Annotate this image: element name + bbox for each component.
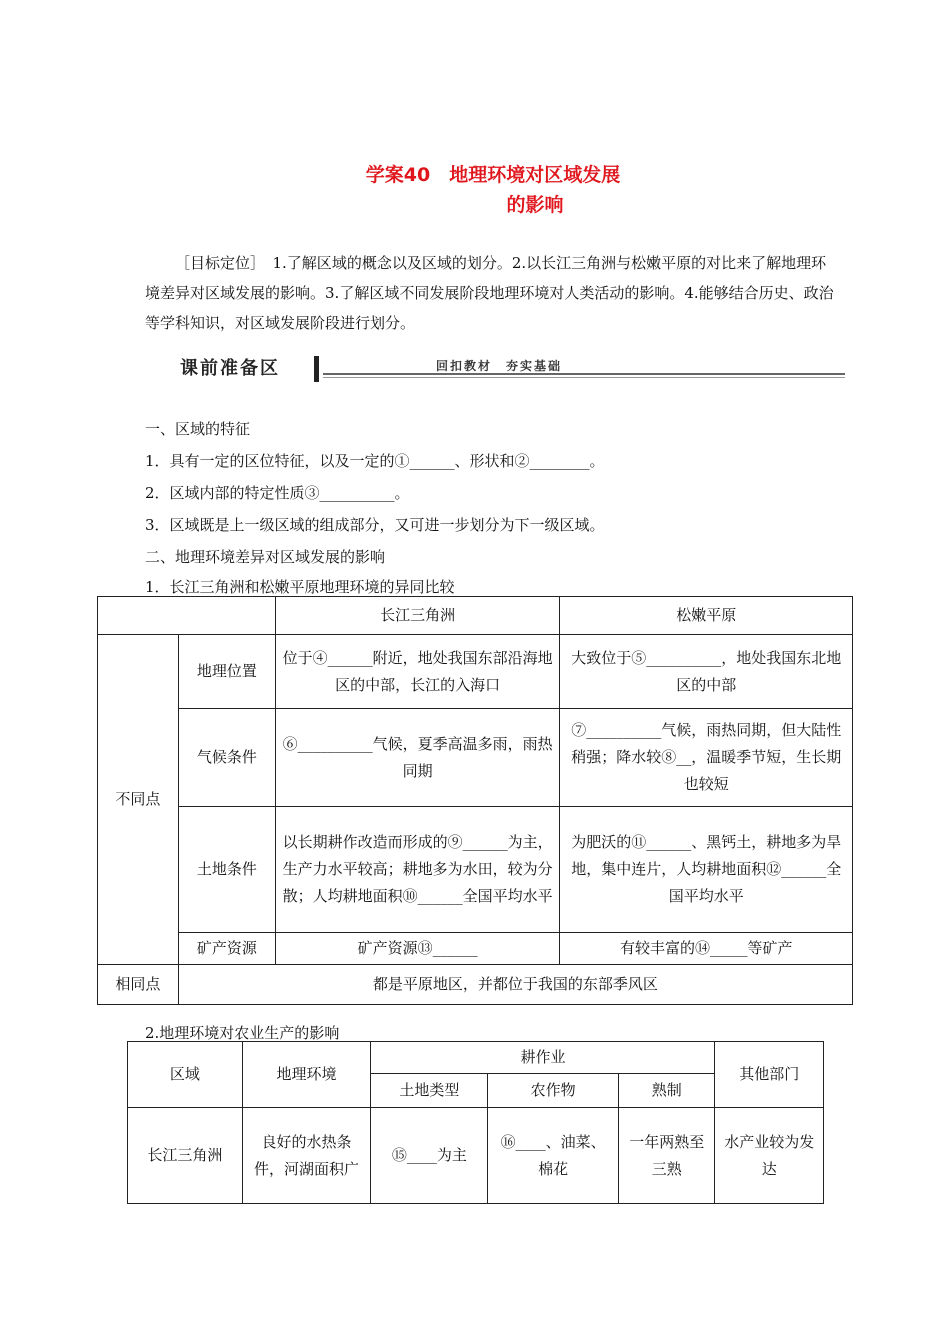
- cell-system: 一年两熟至三熟: [619, 1108, 715, 1204]
- header-crops: 农作物: [488, 1074, 619, 1108]
- banner-rule: [323, 373, 845, 375]
- cell-yangtze: 以长期耕作改造而形成的⑨______为主，生产力水平较高；耕地多为水田，较为分散；人均耕地面积⑩______全国平均水平: [275, 807, 560, 933]
- col-header-songnen: 松嫩平原: [560, 597, 853, 635]
- banner-divider: [314, 356, 319, 382]
- header-region: 区域: [128, 1042, 243, 1108]
- section2-sub2: 2.地理环境对农业生产的影响: [145, 1024, 340, 1042]
- section1-item3: 3．区域既是上一级区域的组成部分，又可进一步划分为下一级区域。: [145, 516, 605, 534]
- cell-yangtze: 位于④______附近，地处我国东部沿海地区的中部，长江的入海口: [275, 635, 560, 709]
- cell-yangtze: 矿产资源⑬______: [275, 933, 560, 965]
- row-label: 气候条件: [178, 709, 275, 807]
- col-header-yangtze: 长江三角洲: [275, 597, 560, 635]
- section-banner: [180, 354, 850, 384]
- objective-text: ［目标定位］ 1.了解区域的概念以及区域的划分。2.以长江三角洲与松嫩平原的对比来了解地理环境差异对区域发展的影响。3.了解区域不同发展阶段地理环境对人类活动的影响。4.能够结合历史、政治等学科知识，对区域发展阶段进行划分。: [145, 254, 834, 332]
- page-title-continued: 的影响: [506, 194, 564, 216]
- cell-env: 良好的水热条件，河湖面积广: [242, 1108, 371, 1204]
- table-corner: [98, 597, 276, 635]
- page-title: 学案40 地理环境对区域发展: [365, 164, 621, 186]
- section2-sub1: 1．长江三角洲和松嫩平原地理环境的异同比较: [145, 578, 455, 596]
- group-diff: 不同点: [98, 635, 179, 965]
- row-label: 地理位置: [178, 635, 275, 709]
- group-same: 相同点: [98, 965, 179, 1005]
- header-land: 土地类型: [371, 1074, 488, 1108]
- cell-region: 长江三角洲: [128, 1108, 243, 1204]
- row-label: 矿产资源: [178, 933, 275, 965]
- cell-yangtze: ⑥__________气候，夏季高温多雨，雨热同期: [275, 709, 560, 807]
- header-farming: 耕作业: [371, 1042, 715, 1074]
- section2-heading: 二、地理环境差异对区域发展的影响: [145, 548, 386, 566]
- banner-tag: 课前准备区: [180, 358, 280, 379]
- cell-songnen: ⑦__________气候，雨热同期，但大陆性稍强；降水较⑧__，温暖季节短，生长期也较短: [560, 709, 853, 807]
- cell-songnen: 大致位于⑤__________，地处我国东北地区的中部: [560, 635, 853, 709]
- cell-crops: ⑯____、油菜、棉花: [488, 1108, 619, 1204]
- agriculture-table: [127, 1041, 824, 1204]
- header-env: 地理环境: [242, 1042, 371, 1108]
- header-system: 熟制: [619, 1074, 715, 1108]
- header-other: 其他部门: [715, 1042, 824, 1108]
- cell-same: 都是平原地区，并都位于我国的东部季风区: [178, 965, 852, 1005]
- section1-heading: 一、区域的特征: [145, 420, 251, 438]
- section1-item2: 2．区域内部的特定性质③__________。: [145, 484, 410, 502]
- cell-land: ⑮____为主: [371, 1108, 488, 1204]
- cell-songnen: 有较丰富的⑭_____等矿产: [560, 933, 853, 965]
- cell-other: 水产业较为发达: [715, 1108, 824, 1204]
- banner-rule-thin: [323, 377, 845, 378]
- comparison-table: [97, 596, 853, 1005]
- banner-subtitle: 回扣教材 夯实基础: [436, 359, 563, 373]
- cell-songnen: 为肥沃的⑪______、黑钙土，耕地多为旱地，集中连片，人均耕地面积⑫______全国平均水平: [560, 807, 853, 933]
- section1-item1: 1．具有一定的区位特征，以及一定的①______、形状和②________。: [145, 452, 605, 470]
- row-label: 土地条件: [178, 807, 275, 933]
